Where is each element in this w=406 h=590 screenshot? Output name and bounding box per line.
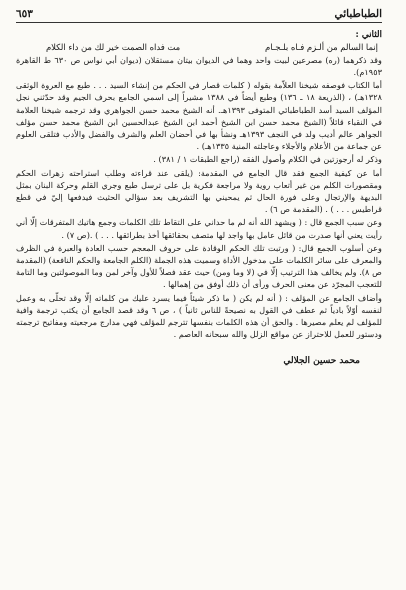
paragraph: وعن سبب الجمع قال : ( ويشهد الله أنه لم ما حداني على التقاط تلك الكلمات وجمع هاتيك المتفرقات إلّا أني رأيت يعني أنها صدرت من قائل عامل بها واجد لها متصف بحقائقها أخذ بطرائقها . . . ) .(ص ٧) . xyxy=(16,217,382,240)
running-title: الطباطبائي xyxy=(334,8,382,20)
body-text xyxy=(16,29,382,340)
paragraph: وأضاف الجامع عن المؤلف : ( أنه لم يكن ( ما ذكر شيئاً فيما يسرد عليك من كلماته إلّا وقد تحلّى به وعمل لنفسه أوّلاً بادياً ثم عطف في القول به نصيحةً للناس ثانياً ) ، ص ٦ وقد قصد الجامع أن يكتب ترجمة وافية للمؤلف لم يعلم مصيرها . والحق أن هذه الكلمات بنفسها تترجم للمؤلف فهي مدارج مرجعيته ومفاتيح ترجمته ودستور للعمل للاحتراز عن مواقع الزلل والله سبحانه العاصم . xyxy=(16,292,382,340)
paragraph: وعن أسلوب الجمع قال: ( ورتبت تلك الحكم الوقادة على حروف المعجم حسب العادة والعبرة في الظرف والمعرف على سائر الكلمات على مدخول الأداة وسميت هذه الجملة (الكلم الجامعة والحكم النافعة) (المقدمة ص ٨). ولم يخالف هذا الترتيب إلّا في (لا وما ومن) حيث عقد فصلاً للأول وآخر لمن وما الموصولتين وما التامة للتعجب المجرّد عن معنى الحرف ورأى أن ذلك أوفق من إهمالها . xyxy=(16,242,382,290)
page-header xyxy=(16,8,382,23)
paragraph: أما عن كيفية الجمع فقد قال الجامع في المقدمة: (يلقى عند قراءته وطلب استراحته زهرات الحكم ومقصورات الكلم من غير أتعاب روية ولا مراجعة فكرية بل على ترسل طبع وجري القلم وحركة البنان بمثل البديهة والإرتجال وعلى فورة الحال ثم يمحيني بها التشريف بعد سؤالي الحثيث فيدفعها إليّ في قطع قراطيس . . . ) . (المقدمة ص ٦) . xyxy=(16,167,382,215)
paragraph: أما الكتاب فوصفه شيخنا العلاّمة بقوله ( كلمات قصار في الحكم من إنشاء السيد . . . طبع مع العروة الوثقى ١٣٢٨هـ) ، (الذريعة ١٨ ـ ١٣٦) وطبع أيضاً في ١٣٨٨ مشيراً إلى اسمي الجامع بحرف الجيم وقد حدّثني نجل المؤلف السيد أسد الطباطبائي المتوفى ١٣٩٣هـ. أنه الشيخ محمد حسن الجواهري وقد ترجمه شيخنا العلامة في النقباء قائلاً (الشيخ محمد حسن ابن الشيخ أحمد ابن الشيخ عبدالحسين ابن الشيخ محمد حسن مؤلف الجواهر عالم أديب ولد في النجف ١٣٩٣هـ ونشأ بها في أحضان العلم والشرف والفضل والأدب فتلقى العلوم عن جماعة من الأعلام والأجلاء وعاجلته المنية ١٣٣٥هـ) . xyxy=(16,80,382,152)
section-heading: الثاني : xyxy=(355,30,382,40)
paragraph: وقد ذكرهما (ره) مصرعين لبيت واحد وهما في الديوان بيتان مستقلان (ديوان أبي نواس ص ٦٣٠ ط القاهرة ١٩٥٣م). xyxy=(16,54,382,77)
author-signature: محمد حسين الجلالي xyxy=(283,356,360,367)
poem-verse xyxy=(16,41,382,54)
paragraph: وذكر له أرجوزتين في الكلام وأصول الفقه (راجع الطبقات ١ / ٣٨١) . xyxy=(153,154,382,165)
verse-hemistich-left: مت فداه الصمت خير لك من داء الكلام xyxy=(46,42,181,53)
page-number: ٦٥٣ xyxy=(16,8,33,20)
verse-hemistich-right: إنما السالم من ألـزم فـاه بلـجـام xyxy=(265,42,378,53)
